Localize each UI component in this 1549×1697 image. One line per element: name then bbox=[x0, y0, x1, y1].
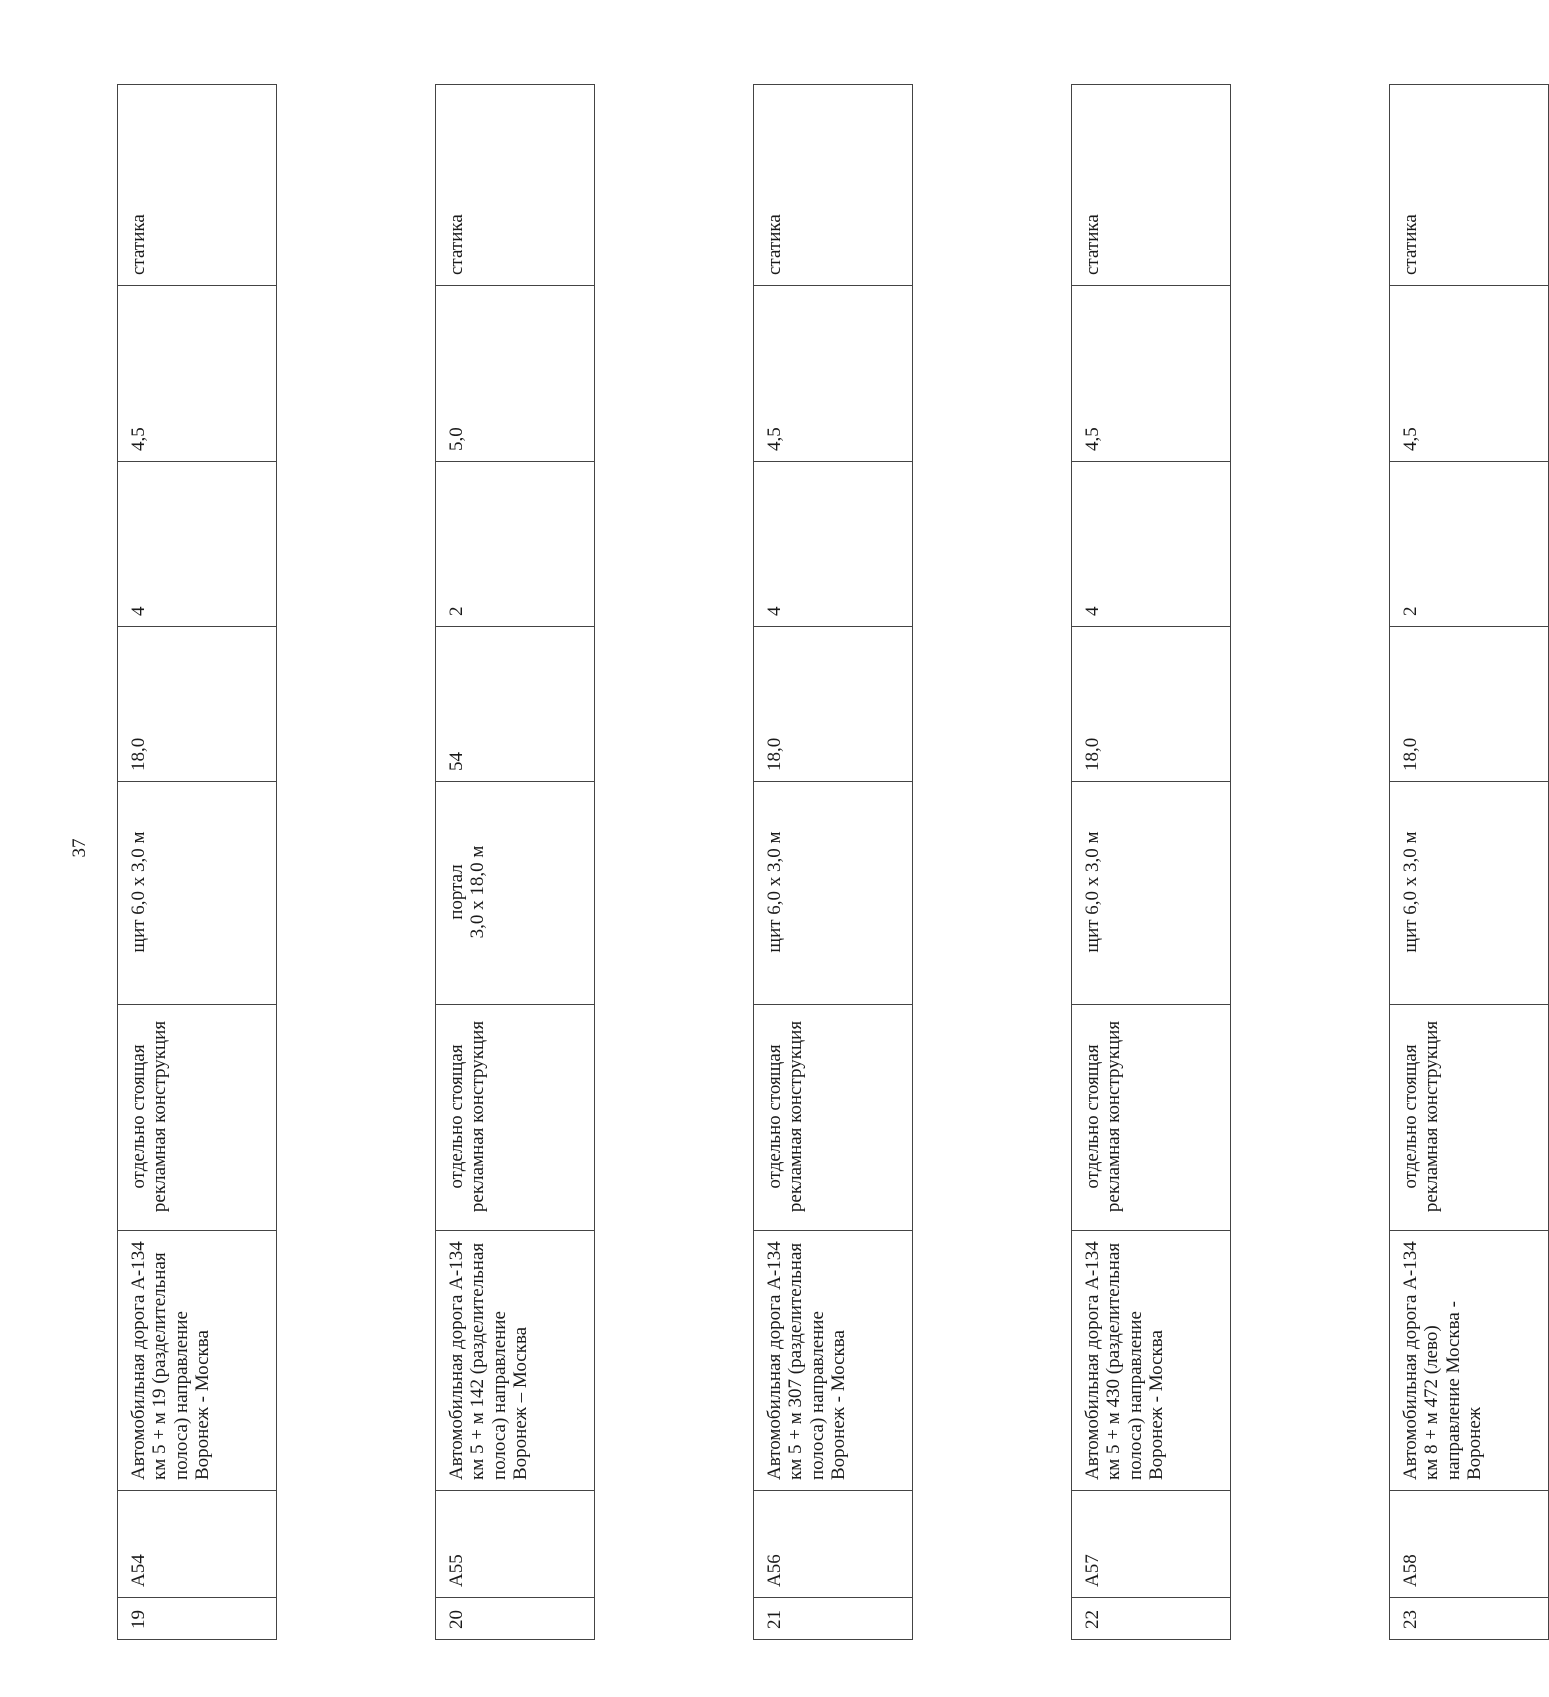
display-kind: статика bbox=[1389, 84, 1548, 285]
structure-type: отдельно стоящая рекламная конструкция bbox=[117, 1004, 276, 1230]
sides-count: 4 bbox=[117, 461, 276, 626]
display-kind: статика bbox=[435, 84, 594, 285]
structure-size bbox=[435, 781, 594, 1004]
structure-height: 4,5 bbox=[753, 285, 912, 461]
row-number: 20 bbox=[435, 1597, 594, 1639]
placement-code: А56 bbox=[753, 1490, 912, 1597]
size-line-1: щит 6,0 х 3,0 м bbox=[763, 830, 785, 953]
structure-size bbox=[117, 781, 276, 1004]
structure-type: отдельно стоящая рекламная конструкция bbox=[1071, 1004, 1230, 1230]
placement-address: Автомобильная дорога А-134 км 5 + м 142 (разделительная полоса) направление Воронеж – Москва bbox=[435, 1230, 594, 1490]
structure-size bbox=[1389, 781, 1548, 1004]
table-row bbox=[753, 84, 912, 1639]
row-gap bbox=[594, 84, 753, 1639]
structure-height: 5,0 bbox=[435, 285, 594, 461]
placement-address: Автомобильная дорога А-134 км 5 + м 430 (разделительная полоса) направление Воронеж - Москва bbox=[1071, 1230, 1230, 1490]
row-number: 19 bbox=[117, 1597, 276, 1639]
sides-count: 4 bbox=[753, 461, 912, 626]
sides-count: 2 bbox=[1389, 461, 1548, 626]
table-row bbox=[1389, 84, 1548, 1639]
display-kind: статика bbox=[1071, 84, 1230, 285]
display-area: 18,0 bbox=[117, 626, 276, 781]
placements-table bbox=[0, 84, 1549, 1640]
row-number: 23 bbox=[1389, 1597, 1548, 1639]
structure-type: отдельно стоящая рекламная конструкция bbox=[1389, 1004, 1548, 1230]
table-body bbox=[0, 84, 1548, 1639]
placement-code: А57 bbox=[1071, 1490, 1230, 1597]
row-number: 22 bbox=[1071, 1597, 1230, 1639]
size-line-1: портал bbox=[445, 863, 467, 920]
placement-code: А54 bbox=[117, 1490, 276, 1597]
size-line-1: щит 6,0 х 3,0 м bbox=[1081, 830, 1103, 953]
structure-height: 4,5 bbox=[117, 285, 276, 461]
display-area: 18,0 bbox=[1389, 626, 1548, 781]
display-area: 18,0 bbox=[753, 626, 912, 781]
row-gap bbox=[0, 84, 117, 1639]
placement-address: Автомобильная дорога А-134 км 5 + м 19 (разделительная полоса) направление Воронеж - Москва bbox=[117, 1230, 276, 1490]
row-gap bbox=[276, 84, 435, 1639]
structure-size bbox=[1071, 781, 1230, 1004]
placement-address: Автомобильная дорога А-134 км 8 + м 472 (лево) направление Москва - Воронеж bbox=[1389, 1230, 1548, 1490]
rotated-table-wrapper bbox=[127, 84, 1485, 1639]
row-gap bbox=[912, 84, 1071, 1639]
display-kind: статика bbox=[117, 84, 276, 285]
row-gap bbox=[1230, 84, 1389, 1639]
structure-height: 4,5 bbox=[1071, 285, 1230, 461]
row-gap-cell bbox=[1230, 84, 1389, 1639]
row-gap-cell bbox=[276, 84, 435, 1639]
structure-type: отдельно стоящая рекламная конструкция bbox=[753, 1004, 912, 1230]
sides-count: 2 bbox=[435, 461, 594, 626]
structure-height: 4,5 bbox=[1389, 285, 1548, 461]
row-gap-cell bbox=[0, 84, 117, 1639]
structure-type: отдельно стоящая рекламная конструкция bbox=[435, 1004, 594, 1230]
display-area: 18,0 bbox=[1071, 626, 1230, 781]
display-kind: статика bbox=[753, 84, 912, 285]
row-gap-cell bbox=[912, 84, 1071, 1639]
size-line-1: щит 6,0 х 3,0 м bbox=[1399, 830, 1421, 953]
row-gap-cell bbox=[594, 84, 753, 1639]
table-row bbox=[435, 84, 594, 1639]
placement-address: Автомобильная дорога А-134 км 5 + м 307 (разделительная полоса) направление Воронеж - Москва bbox=[753, 1230, 912, 1490]
row-number: 21 bbox=[753, 1597, 912, 1639]
table-row bbox=[1071, 84, 1230, 1639]
placement-code: А55 bbox=[435, 1490, 594, 1597]
sides-count: 4 bbox=[1071, 461, 1230, 626]
display-area: 54 bbox=[435, 626, 594, 781]
size-line-2: 3,0 х 18,0 м bbox=[466, 845, 488, 938]
placement-code: А58 bbox=[1389, 1490, 1548, 1597]
structure-size bbox=[753, 781, 912, 1004]
table-row bbox=[117, 84, 276, 1639]
size-line-1: щит 6,0 х 3,0 м bbox=[127, 830, 149, 953]
page-number: 37 bbox=[69, 838, 90, 858]
